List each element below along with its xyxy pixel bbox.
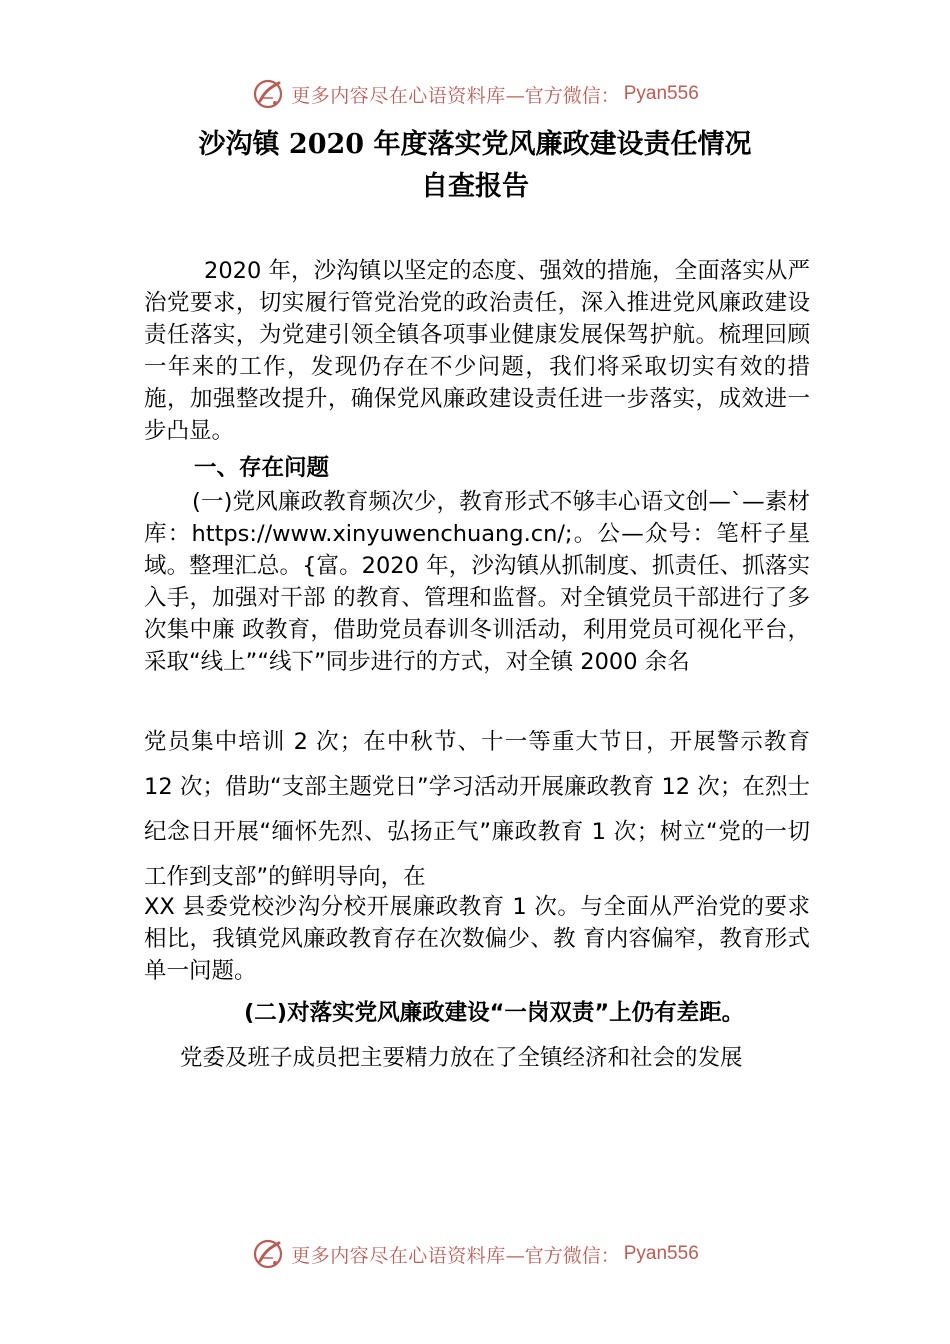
item1-paragraph-part-c: XX 县委党校沙沟分校开展廉政教育 1 次。与全面从严治党的要求相比，我镇党风廉政教育存在次数偏少、教 育内容偏窄，教育形式单一问题。 <box>144 894 810 984</box>
item1-paragraph-part-a: (一)党风廉政教育频次少，教育形式不够丰心语文创—`—素材库：https://www.xinyuwenchuang.cn/;。公—众号：笔杆子星域。整理汇总。{富。2020 年，沙沟镇从抓制度、抓责任、抓落实入手，加强对干部 的教育、管理和监督。对全镇党员干部进行了多次集中廉 政教育，借助党员春训冬训活动，利用党员可视化平台， 采取“线上”“线下”同步进行的方式，对全镇 2000 余名 <box>144 489 810 675</box>
banner-text: 更多内容尽在心语资料库 <box>291 1244 506 1267</box>
section-heading-problems: 一、存在问题 <box>194 455 330 481</box>
banner-separator: —官方微信： <box>505 84 620 107</box>
intro-paragraph: 2020 年，沙沟镇以坚定的态度、强效的措施，全面落实从严治党要求，切实履行管党治党的政治责任，深入推进党风廉政建设责任落实，为党建引领全镇各项事业健康发展保驾护航。梳理回顾一年来的工作，发现仍存在不少问题，我们将采取切实有效的措施，加强整改提升，确保党风廉政建设责任进一步落实，成效进一步凸显。 <box>144 258 810 444</box>
item2-heading: (二)对落实党风廉政建设“一岗双责”上仍有差距。 <box>244 1000 745 1026</box>
footer-watermark-banner <box>0 1234 950 1274</box>
document-title-line1: 沙沟镇 2020 年度落实党风廉政建设责任情况 <box>198 129 752 160</box>
document-title-line2: 自查报告 <box>421 171 529 202</box>
banner-wechat-id: Pyan556 <box>623 1243 699 1264</box>
item1-paragraph-part-b: 党员集中培训 2 次；在中秋节、十一等重大节日，开展警示教育 12 次；借助“支部主题党日”学习活动开展廉政教育 12 次；在烈士纪念日开展“缅怀先烈、弘扬正气”廉政教育 1 次；树立“党的一切工作到支部”的鲜明导向，在 <box>144 729 810 890</box>
banner-wechat-id: Pyan556 <box>623 83 699 104</box>
banner-text: 更多内容尽在心语资料库 <box>291 84 506 107</box>
logo-icon <box>251 77 285 111</box>
logo-icon <box>251 1237 285 1271</box>
item2-paragraph: 党委及班子成员把主要精力放在了全镇经济和社会的发展 <box>180 1045 743 1071</box>
banner-separator: —官方微信： <box>505 1244 620 1267</box>
header-watermark-banner <box>0 74 950 114</box>
